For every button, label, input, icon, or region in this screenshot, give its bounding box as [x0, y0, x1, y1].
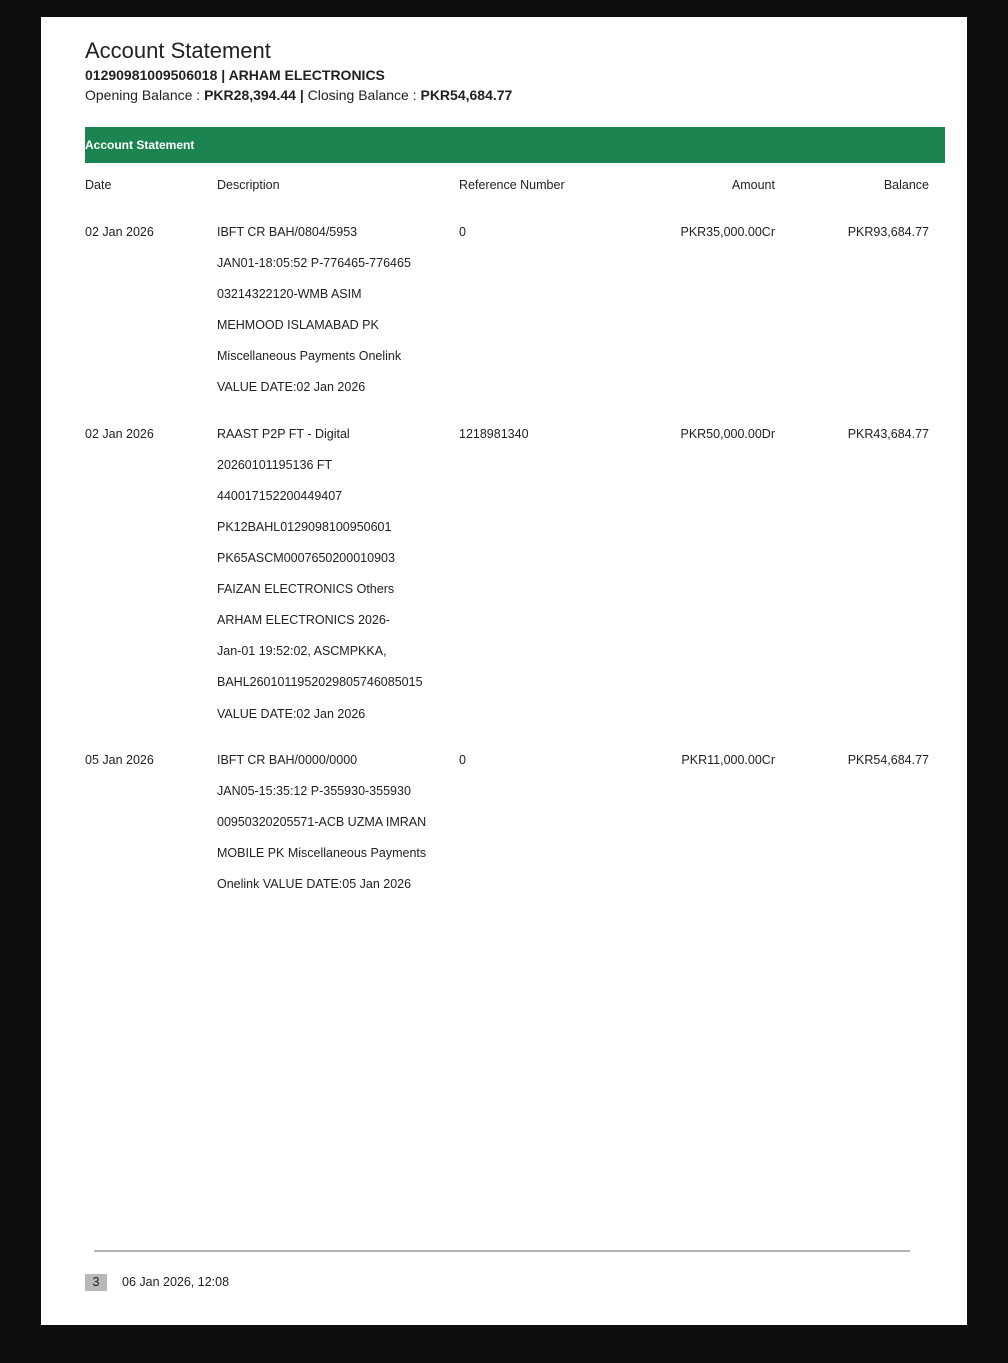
description-line: 440017152200449407: [217, 489, 343, 503]
description-line: IBFT CR BAH/0000/0000: [217, 753, 358, 767]
column-header-date: Date: [85, 178, 112, 192]
column-header-reference: Reference Number: [459, 178, 565, 192]
row-balance: PKR93,684.77: [847, 225, 929, 239]
description-line: BAHL2601011952029805746085015: [217, 675, 423, 689]
balance-line: [85, 86, 945, 104]
description-line: PK65ASCM0007650200010903: [217, 551, 395, 565]
row-reference: 1218981340: [459, 427, 529, 441]
opening-balance-label: Opening Balance :: [85, 87, 205, 103]
row-amount: PKR50,000.00Dr: [680, 427, 775, 441]
description-line: JAN05-15:35:12 P-355930-355930: [217, 784, 411, 798]
row-date: 02 Jan 2026: [85, 427, 154, 441]
column-header-amount: Amount: [731, 178, 775, 192]
row-reference: 0: [459, 225, 466, 239]
statement-page: [41, 17, 967, 1325]
description-line: 03214322120-WMB ASIM: [217, 287, 362, 301]
description-line: MEHMOOD ISLAMABAD PK: [217, 318, 379, 332]
row-description: [217, 427, 423, 738]
description-line: VALUE DATE:02 Jan 2026: [217, 380, 366, 394]
description-line: 00950320205571-ACB UZMA IMRAN: [217, 815, 427, 829]
row-date: 05 Jan 2026: [85, 753, 154, 767]
column-header-description: Description: [217, 178, 280, 192]
opening-balance-value: PKR28,394.44: [204, 87, 296, 103]
closing-balance-value: PKR54,684.77: [420, 87, 513, 103]
description-line: MOBILE PK Miscellaneous Payments: [217, 846, 427, 860]
page-number: 3: [85, 1274, 107, 1291]
account-name: ARHAM ELECTRONICS: [228, 67, 385, 83]
description-line: Miscellaneous Payments Onelink: [217, 349, 402, 363]
row-description: [217, 753, 426, 908]
row-balance: PKR54,684.77: [847, 753, 929, 767]
account-line: [85, 66, 945, 84]
description-line: Jan-01 19:52:02, ASCMPKKA,: [217, 644, 387, 658]
section-band: Account Statement: [85, 127, 945, 163]
description-line: FAIZAN ELECTRONICS Others: [217, 582, 395, 596]
account-separator: |: [217, 67, 229, 83]
description-line: VALUE DATE:02 Jan 2026: [217, 707, 366, 721]
description-line: 20260101195136 FT: [217, 458, 333, 472]
balance-separator: |: [295, 87, 308, 103]
description-line: IBFT CR BAH/0804/5953: [217, 225, 358, 239]
statement-header: [85, 37, 945, 104]
row-reference: 0: [459, 753, 466, 767]
description-line: PK12BAHL0129098100950601: [217, 520, 392, 534]
description-line: Onelink VALUE DATE:05 Jan 2026: [217, 877, 412, 891]
row-amount: PKR35,000.00Cr: [680, 225, 775, 239]
account-number: 01290981009506018: [85, 67, 218, 83]
footer-divider: [94, 1250, 910, 1252]
row-balance: PKR43,684.77: [847, 427, 929, 441]
row-description: [217, 225, 411, 411]
description-line: JAN01-18:05:52 P-776465-776465: [217, 256, 411, 270]
row-date: 02 Jan 2026: [85, 225, 154, 239]
description-line: RAAST P2P FT - Digital: [217, 427, 350, 441]
footer-timestamp: 06 Jan 2026, 12:08: [122, 1275, 230, 1289]
description-line: ARHAM ELECTRONICS 2026-: [217, 613, 390, 627]
page-title: Account Statement: [85, 38, 271, 63]
closing-balance-label: Closing Balance :: [307, 87, 421, 103]
column-header-balance: Balance: [883, 178, 929, 192]
row-amount: PKR11,000.00Cr: [681, 753, 775, 767]
